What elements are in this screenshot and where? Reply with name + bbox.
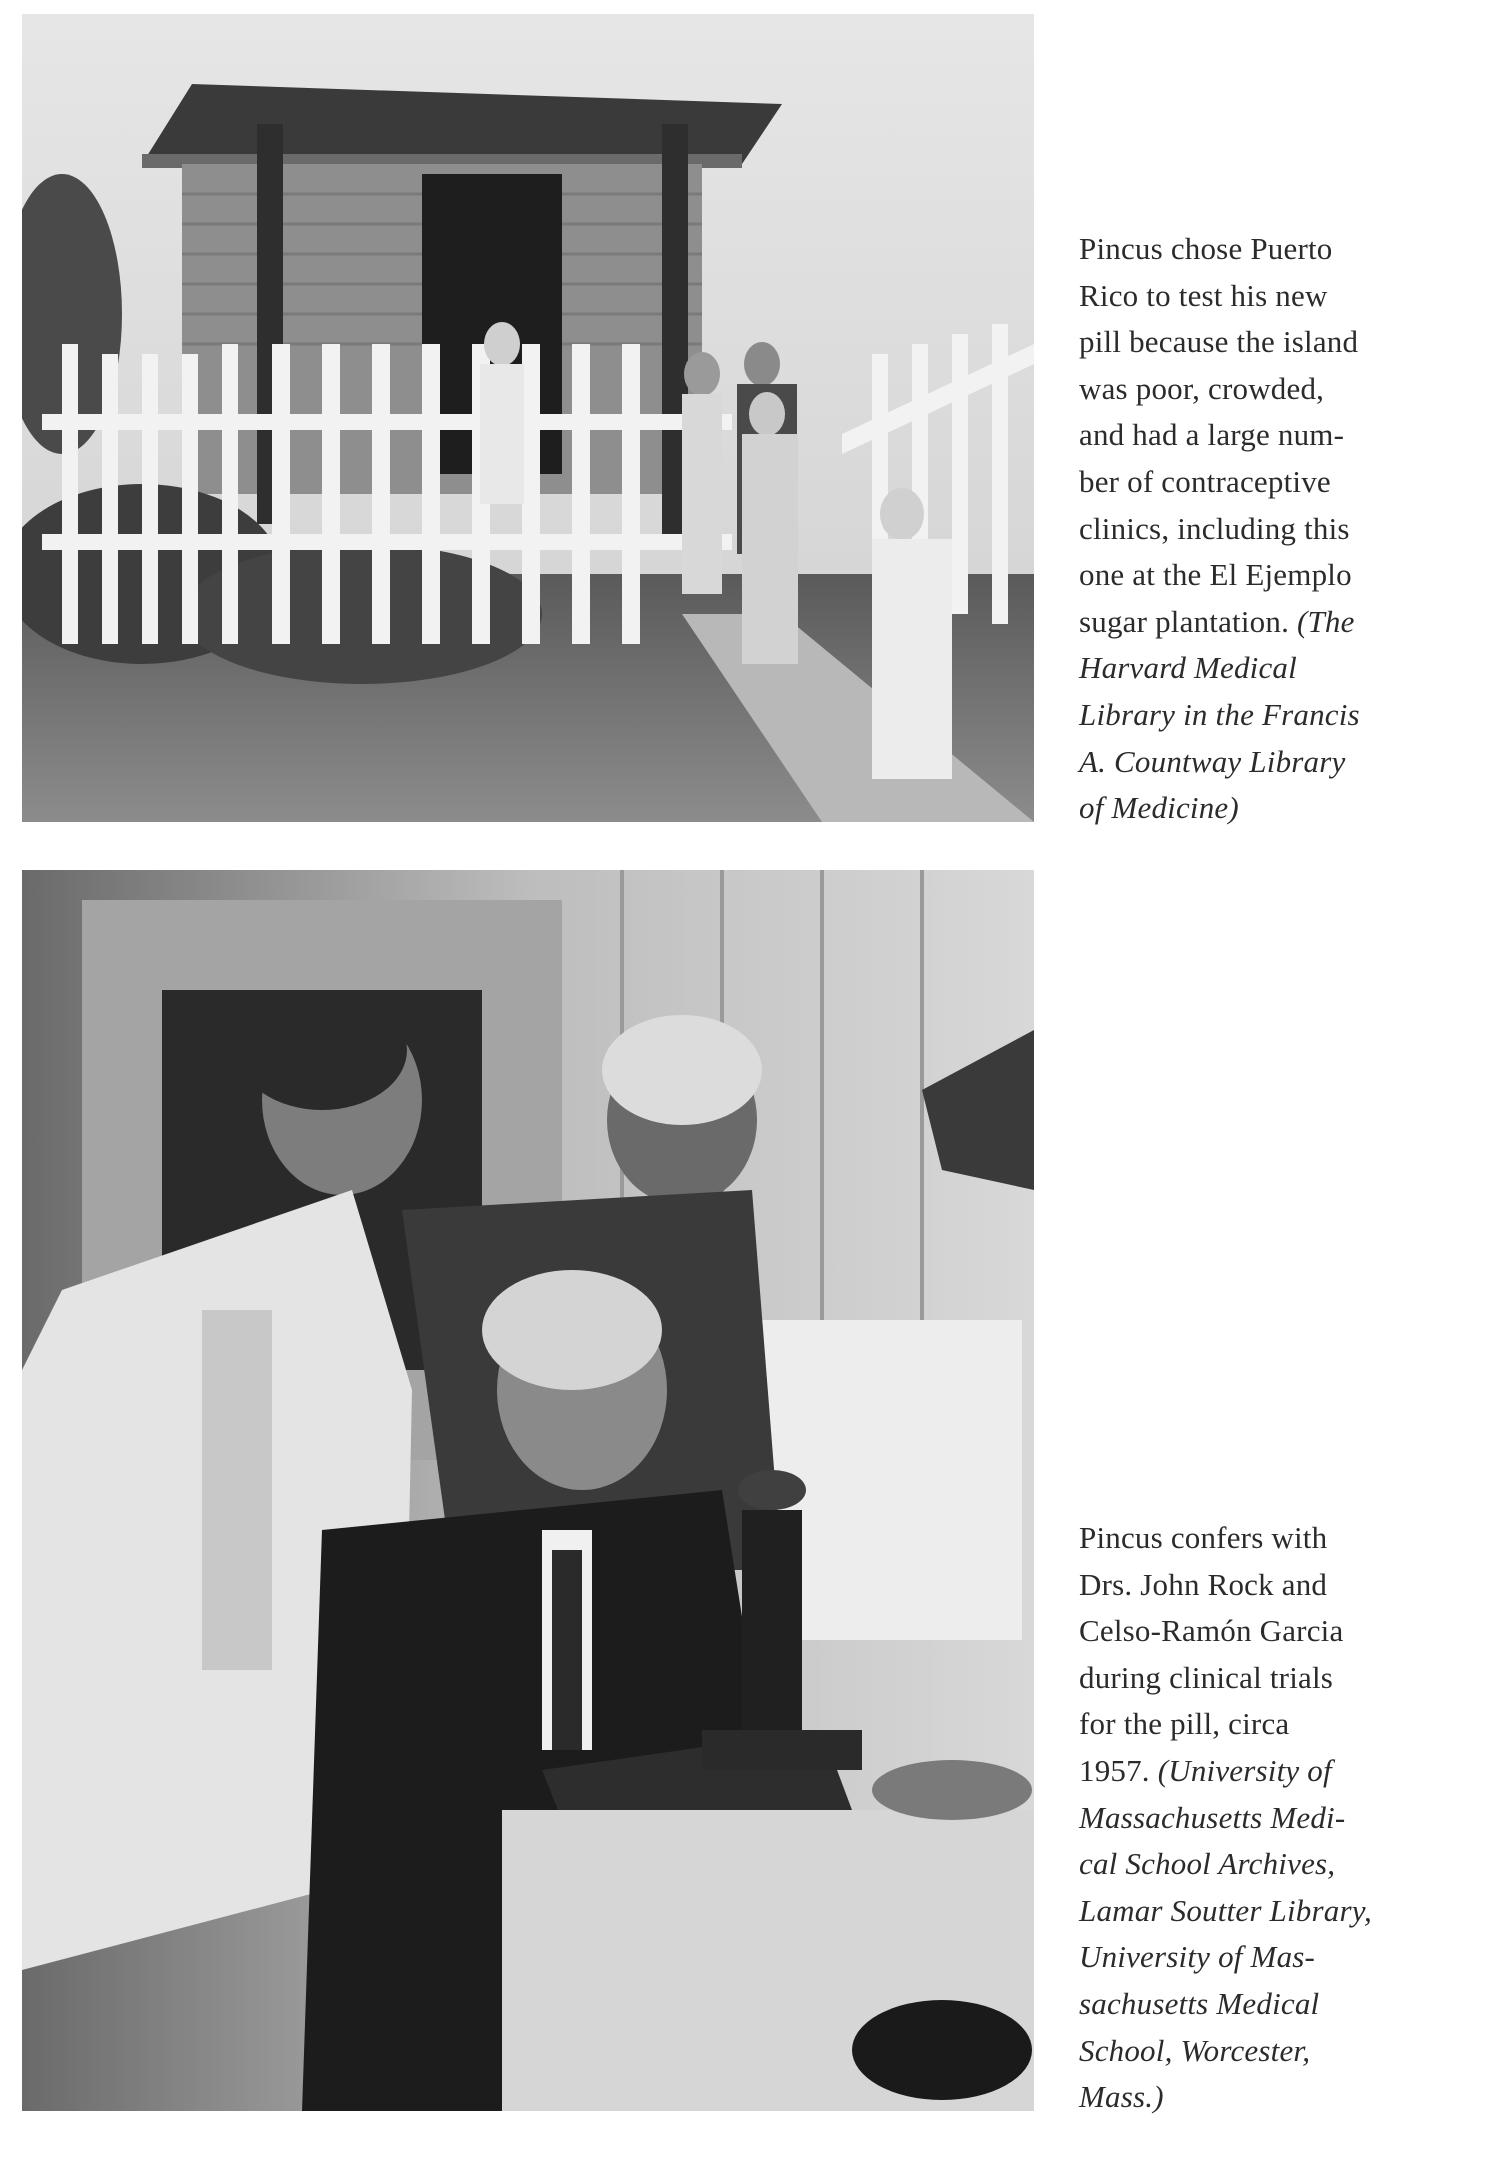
caption-line: University of Mas-: [1079, 1939, 1316, 1975]
caption-line: Lamar Soutter Library,: [1079, 1892, 1372, 1928]
caption-line: A. Countway Library: [1079, 743, 1346, 779]
caption-line: ber of contraceptive: [1079, 463, 1331, 499]
caption-line: sachusetts Medical: [1079, 1985, 1320, 2021]
caption-line: Celso-Ramón Garcia: [1079, 1613, 1344, 1649]
caption-line: Pincus confers with: [1079, 1520, 1328, 1555]
caption-line: sugar plantation. (The: [1079, 603, 1355, 639]
caption-line: for the pill, circa: [1079, 1706, 1290, 1742]
caption-line: Library in the Francis: [1079, 696, 1360, 732]
clinic-photo-illustration: [22, 14, 1034, 822]
caption-laboratory: [1079, 1515, 1409, 2121]
caption-line: and had a large num-: [1079, 417, 1345, 453]
caption-line: pill because the island: [1079, 324, 1359, 360]
caption-line: during clinical trials: [1079, 1659, 1334, 1695]
caption-line: one at the El Ejemplo: [1079, 557, 1352, 593]
caption-line: Drs. John Rock and: [1079, 1566, 1328, 1602]
caption-line: clinics, including this: [1079, 510, 1350, 546]
laboratory-photo-illustration: [22, 870, 1034, 2111]
caption-line: was poor, crowded,: [1079, 370, 1325, 406]
caption-line: Rico to test his new: [1079, 277, 1328, 313]
caption-line: of Medicine): [1079, 790, 1239, 826]
laboratory-photograph: [22, 870, 1034, 2111]
caption-line: Pincus chose Puerto: [1079, 231, 1333, 266]
caption-line: Mass.): [1079, 2079, 1164, 2115]
caption-line: School, Worcester,: [1079, 2032, 1311, 2068]
caption-line: 1957. (University of: [1079, 1752, 1332, 1788]
caption-line: cal School Archives,: [1079, 1846, 1336, 1882]
caption-line: Harvard Medical: [1079, 650, 1297, 686]
caption-line: Massachusetts Medi-: [1079, 1799, 1346, 1835]
clinic-photograph: [22, 14, 1034, 822]
caption-clinic: [1079, 226, 1409, 832]
